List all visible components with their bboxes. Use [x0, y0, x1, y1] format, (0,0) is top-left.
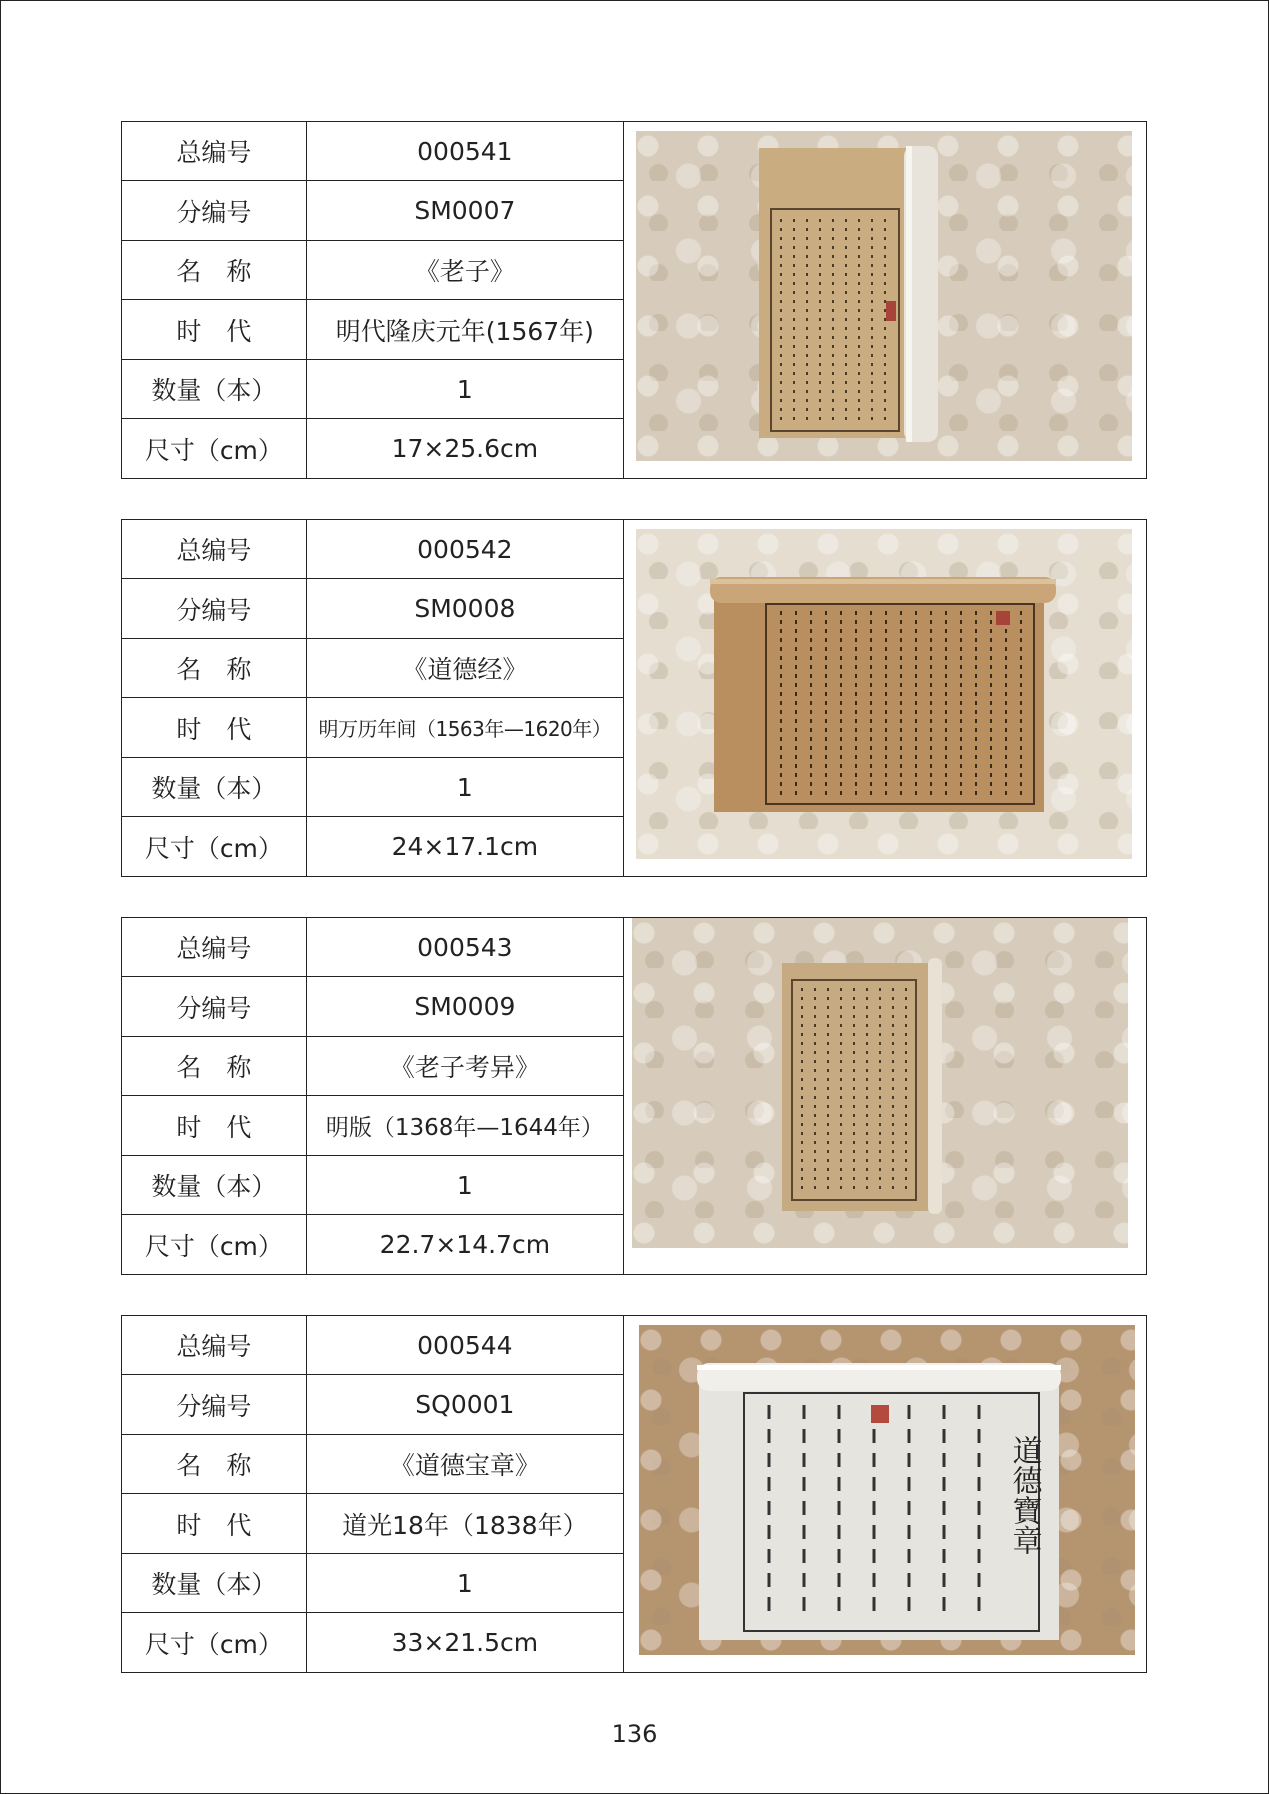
label-era: 时 代	[122, 1494, 306, 1554]
label-era: 时 代	[122, 1096, 306, 1156]
record-card	[121, 121, 1147, 479]
value-quantity: 1	[306, 359, 623, 419]
value-era: 明万历年间（1563年—1620年）	[306, 698, 623, 758]
book-photo-laozi	[636, 131, 1132, 461]
label-sub-no: 分编号	[122, 1375, 306, 1435]
value-total-no: 000544	[306, 1316, 623, 1375]
record-card	[121, 917, 1147, 1275]
book-cover-title: 道德寶章	[1006, 1435, 1042, 1555]
label-size: 尺寸（cm）	[122, 817, 306, 876]
value-size: 22.7×14.7cm	[306, 1215, 623, 1274]
label-sub-no: 分编号	[122, 579, 306, 639]
value-quantity: 1	[306, 757, 623, 817]
value-total-no: 000542	[306, 520, 623, 579]
table-row	[122, 122, 624, 181]
value-quantity: 1	[306, 1155, 623, 1215]
label-size: 尺寸（cm）	[122, 1215, 306, 1274]
label-quantity: 数量（本）	[122, 757, 306, 817]
record-table	[122, 122, 624, 478]
label-name: 名 称	[122, 1434, 306, 1494]
table-row	[122, 1494, 624, 1554]
table-row	[122, 1096, 624, 1156]
value-sub-no: SQ0001	[306, 1375, 623, 1435]
table-row	[122, 579, 624, 639]
table-row	[122, 1375, 624, 1435]
record-card	[121, 1315, 1147, 1673]
value-total-no: 000541	[306, 122, 623, 181]
value-sub-no: SM0008	[306, 579, 623, 639]
value-name: 《老子》	[306, 240, 623, 300]
table-row	[122, 1553, 624, 1613]
value-era: 明代隆庆元年(1567年)	[306, 300, 623, 360]
label-total-no: 总编号	[122, 1316, 306, 1375]
table-row	[122, 1215, 624, 1274]
table-row	[122, 698, 624, 758]
table-row	[122, 240, 624, 300]
label-quantity: 数量（本）	[122, 1155, 306, 1215]
value-name: 《道德经》	[306, 638, 623, 698]
value-size: 33×21.5cm	[306, 1613, 623, 1672]
table-row	[122, 520, 624, 579]
table-row	[122, 1613, 624, 1672]
record-table	[122, 520, 624, 876]
table-row	[122, 757, 624, 817]
table-row	[122, 977, 624, 1037]
table-row	[122, 1036, 624, 1096]
book-photo-laozi-kaoyi	[632, 918, 1128, 1248]
table-row	[122, 817, 624, 876]
value-name: 《道德宝章》	[306, 1434, 623, 1494]
value-sub-no: SM0009	[306, 977, 623, 1037]
value-sub-no: SM0007	[306, 181, 623, 241]
record-table	[122, 1316, 624, 1672]
value-size: 17×25.6cm	[306, 419, 623, 478]
label-size: 尺寸（cm）	[122, 419, 306, 478]
table-row	[122, 419, 624, 478]
value-size: 24×17.1cm	[306, 817, 623, 876]
label-era: 时 代	[122, 698, 306, 758]
label-quantity: 数量（本）	[122, 359, 306, 419]
value-name: 《老子考异》	[306, 1036, 623, 1096]
label-era: 时 代	[122, 300, 306, 360]
page-number: 136	[611, 1720, 658, 1748]
table-row	[122, 1316, 624, 1375]
table-row	[122, 1434, 624, 1494]
table-row	[122, 300, 624, 360]
value-era: 道光18年（1838年）	[306, 1494, 623, 1554]
record-card	[121, 519, 1147, 877]
table-row	[122, 359, 624, 419]
table-row	[122, 638, 624, 698]
label-quantity: 数量（本）	[122, 1553, 306, 1613]
record-table	[122, 918, 624, 1274]
table-row	[122, 918, 624, 977]
label-sub-no: 分编号	[122, 181, 306, 241]
value-era: 明版（1368年—1644年）	[306, 1096, 623, 1156]
label-name: 名 称	[122, 240, 306, 300]
label-total-no: 总编号	[122, 520, 306, 579]
label-total-no: 总编号	[122, 122, 306, 181]
label-sub-no: 分编号	[122, 977, 306, 1037]
book-photo-daode-baozhang	[639, 1325, 1135, 1655]
table-row	[122, 181, 624, 241]
label-name: 名 称	[122, 1036, 306, 1096]
value-total-no: 000543	[306, 918, 623, 977]
label-size: 尺寸（cm）	[122, 1613, 306, 1672]
value-quantity: 1	[306, 1553, 623, 1613]
label-total-no: 总编号	[122, 918, 306, 977]
label-name: 名 称	[122, 638, 306, 698]
book-photo-daodejing	[636, 529, 1132, 859]
table-row	[122, 1155, 624, 1215]
